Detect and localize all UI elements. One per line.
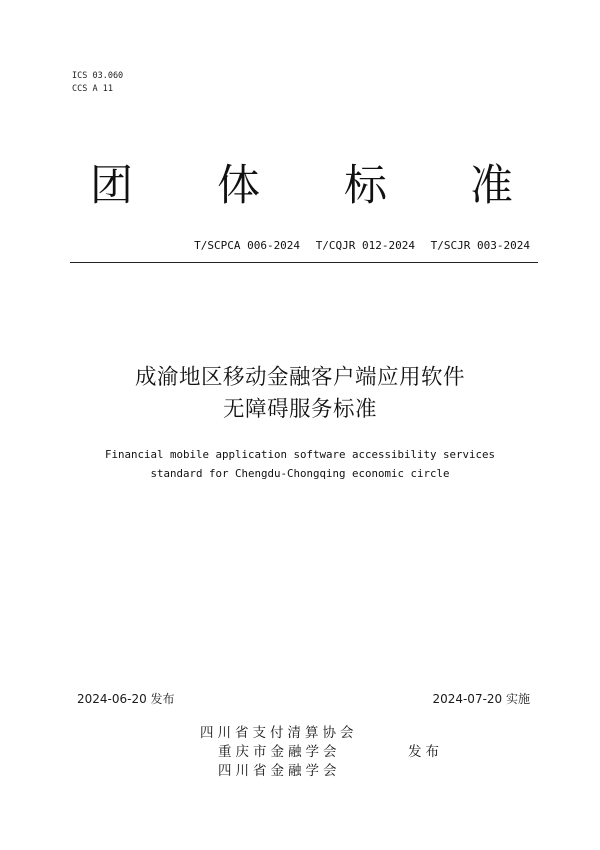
header-divider (70, 262, 538, 263)
standard-type-char: 标 (344, 161, 387, 211)
english-title-line-2: standard for Chengdu-Chongqing economic circle (150, 467, 450, 480)
issuer: 四川省支付清算协会 (200, 725, 358, 741)
issuer: 重庆市金融学会 (218, 744, 341, 760)
publish-label: 发布 (408, 744, 443, 760)
standard-number: T/SCPCA 006-2024 (194, 239, 301, 252)
ccs-code: CCS A 11 (72, 84, 113, 94)
standard-type-char: 体 (217, 161, 260, 211)
standard-number: T/SCJR 003-2024 (430, 239, 530, 252)
classification-codes (72, 70, 123, 96)
standard-numbers (185, 238, 530, 254)
ics-code: ICS 03.060 (72, 71, 124, 81)
release-date: 2024-06-20 发布 (77, 692, 175, 706)
chinese-title-line-1: 成渝地区移动金融客户端应用软件 (134, 365, 465, 390)
standard-type-title (70, 158, 530, 218)
standard-number: T/CQJR 012-2024 (315, 239, 416, 252)
chinese-title-line-2: 无障碍服务标准 (222, 397, 377, 422)
issuer: 四川省金融学会 (218, 763, 341, 779)
standard-type-char: 团 (90, 161, 133, 211)
implementation-date: 2024-07-20 实施 (432, 692, 530, 706)
english-title-line-1: Financial mobile application software accessibility services (104, 448, 496, 461)
standard-type-char: 准 (470, 161, 513, 211)
